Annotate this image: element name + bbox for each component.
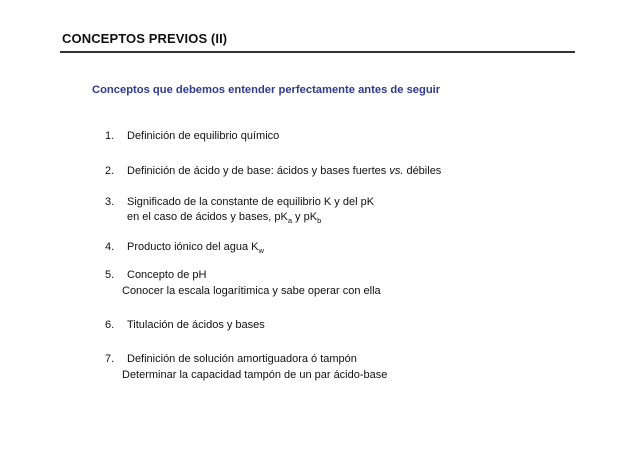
item-text: Concepto de pH	[127, 269, 207, 281]
item-text: Definición de equilibrio químico	[127, 130, 280, 142]
item-number: 7.	[105, 353, 115, 365]
item-number: 1.	[105, 130, 115, 142]
list-item	[105, 240, 264, 255]
list-item	[105, 318, 265, 333]
item-number: 3.	[105, 196, 115, 208]
subscript: w	[258, 246, 264, 255]
item-continuation: Conocer la escala logarítimica y sabe operar con ella	[122, 285, 381, 297]
item-text: Producto iónico del agua K	[127, 241, 259, 253]
subscript: a	[287, 216, 292, 225]
item-number: 4.	[105, 241, 115, 253]
item-text: Definición de ácido y de base: ácidos y bases fuertes	[127, 165, 390, 177]
list-item	[105, 352, 357, 367]
item-text: en el caso de ácidos y bases, pK	[127, 211, 288, 223]
list-item	[105, 164, 441, 179]
list-item	[105, 129, 279, 144]
item-text: Significado de la constante de equilibrio K y del pK	[127, 196, 375, 208]
item-continuation: Determinar la capacidad tampón de un par ácido-base	[122, 369, 388, 381]
slide-title: CONCEPTOS PREVIOS (II)	[62, 31, 228, 46]
item-number: 2.	[105, 165, 115, 177]
list-item	[105, 195, 374, 210]
title-divider	[60, 51, 575, 53]
item-continuation	[127, 210, 321, 225]
item-number: 6.	[105, 319, 115, 331]
item-text: y pK	[292, 211, 318, 223]
list-item	[105, 268, 207, 283]
item-number: 5.	[105, 269, 115, 281]
item-text: Definición de solución amortiguadora ó tampón	[127, 353, 357, 365]
subscript: b	[317, 216, 322, 225]
item-text: Titulación de ácidos y bases	[127, 319, 265, 331]
item-text-emphasis: vs.	[389, 165, 404, 177]
item-text: débiles	[403, 165, 442, 177]
slide-subtitle: Conceptos que debemos entender perfectamente antes de seguir	[92, 84, 441, 96]
